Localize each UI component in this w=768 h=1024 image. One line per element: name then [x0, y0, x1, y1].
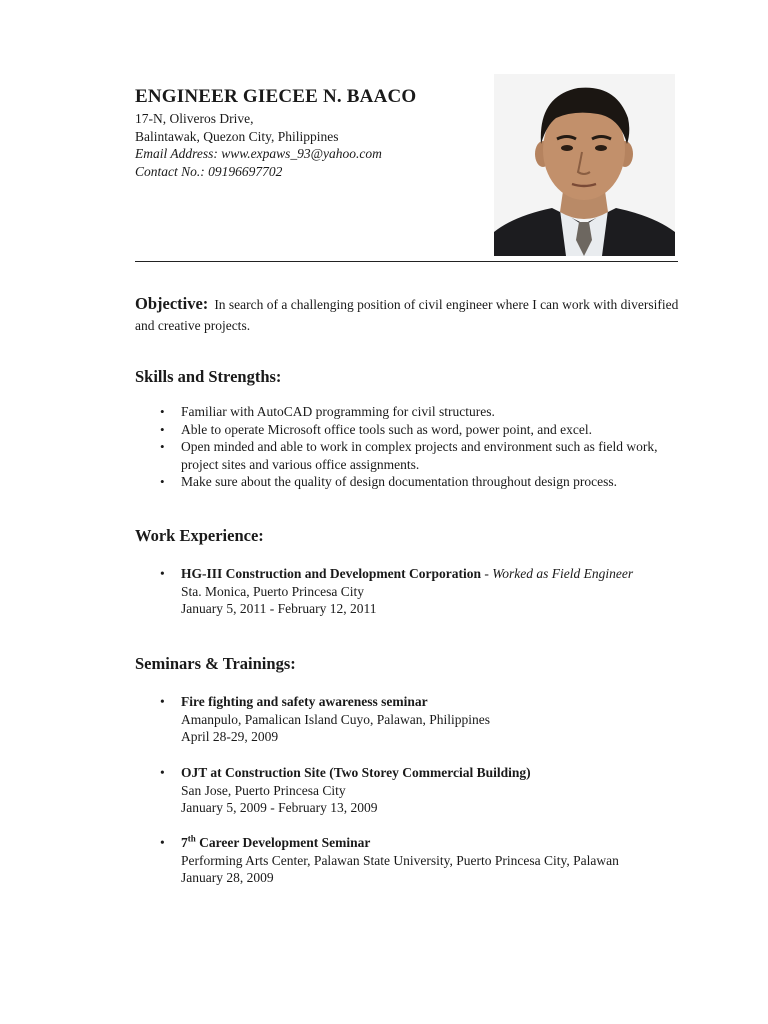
seminar-title [160, 834, 690, 852]
work-dates: January 5, 2011 - February 12, 2011 [181, 601, 377, 616]
list-item: • Make sure about the quality of design documentation throughout design process. [160, 473, 680, 491]
list-item: • Open minded and able to work in complex projects and environment such as field work, project sites and various office assignments. [160, 438, 680, 473]
seminar-entry [160, 764, 690, 817]
header-divider [135, 261, 678, 262]
seminar-title-text: Career Development Seminar [199, 835, 371, 850]
portrait-illustration [494, 74, 675, 256]
contact-block [135, 110, 382, 180]
skills-list [160, 403, 680, 491]
email-address: Email Address: www.expaws_93@yahoo.com [135, 146, 382, 161]
objective-text: In search of a challenging position of civil engineer where I can work with diversified and creative projects. [135, 297, 679, 333]
seminar-entry [160, 834, 690, 887]
seminar-location: Amanpulo, Pamalican Island Cuyo, Palawan, Philippines [181, 711, 490, 727]
seminar-location: San Jose, Puerto Princesa City [181, 782, 346, 798]
work-location: Sta. Monica, Puerto Princesa City [181, 583, 364, 599]
contact-number: Contact No.: 09196697702 [135, 163, 283, 179]
seminar-title: • OJT at Construction Site (Two Storey Commercial Building) [160, 764, 690, 782]
seminar-location: Performing Arts Center, Palawan State University, Puerto Princesa City, Palawan [181, 852, 619, 868]
work-entry-title [160, 565, 690, 583]
candidate-name: ENGINEER GIECEE N. BAACO [135, 86, 417, 107]
objective-label: Objective: [135, 294, 209, 313]
skills-heading: Skills and Strengths: [135, 367, 282, 386]
title-separator: - [481, 566, 493, 581]
job-role: Worked as Field Engineer [492, 566, 634, 581]
seminars-heading: Seminars & Trainings: [135, 654, 296, 673]
seminar-date: January 28, 2009 [181, 870, 274, 885]
company-name: HG-III Construction and Development Corporation [181, 566, 482, 581]
address-line-2: Balintawak, Quezon City, Philippines [135, 128, 339, 144]
seminar-ordinal-number: 7 [181, 835, 188, 850]
seminar-ordinal-suffix: th [187, 833, 196, 844]
work-entry [160, 565, 690, 618]
profile-photo [494, 74, 675, 256]
seminar-entry [160, 693, 690, 746]
seminar-date: January 5, 2009 - February 13, 2009 [181, 800, 378, 815]
seminar-title: • Fire fighting and safety awareness seminar [160, 693, 690, 711]
list-item: • Familiar with AutoCAD programming for civil structures. [160, 403, 680, 421]
address-line-1: 17-N, Oliveros Drive, [135, 111, 254, 126]
work-experience-heading: Work Experience: [135, 526, 264, 545]
objective-section [135, 293, 683, 336]
list-item: • Able to operate Microsoft office tools such as word, power point, and excel. [160, 421, 680, 439]
seminar-date: April 28-29, 2009 [181, 729, 279, 744]
